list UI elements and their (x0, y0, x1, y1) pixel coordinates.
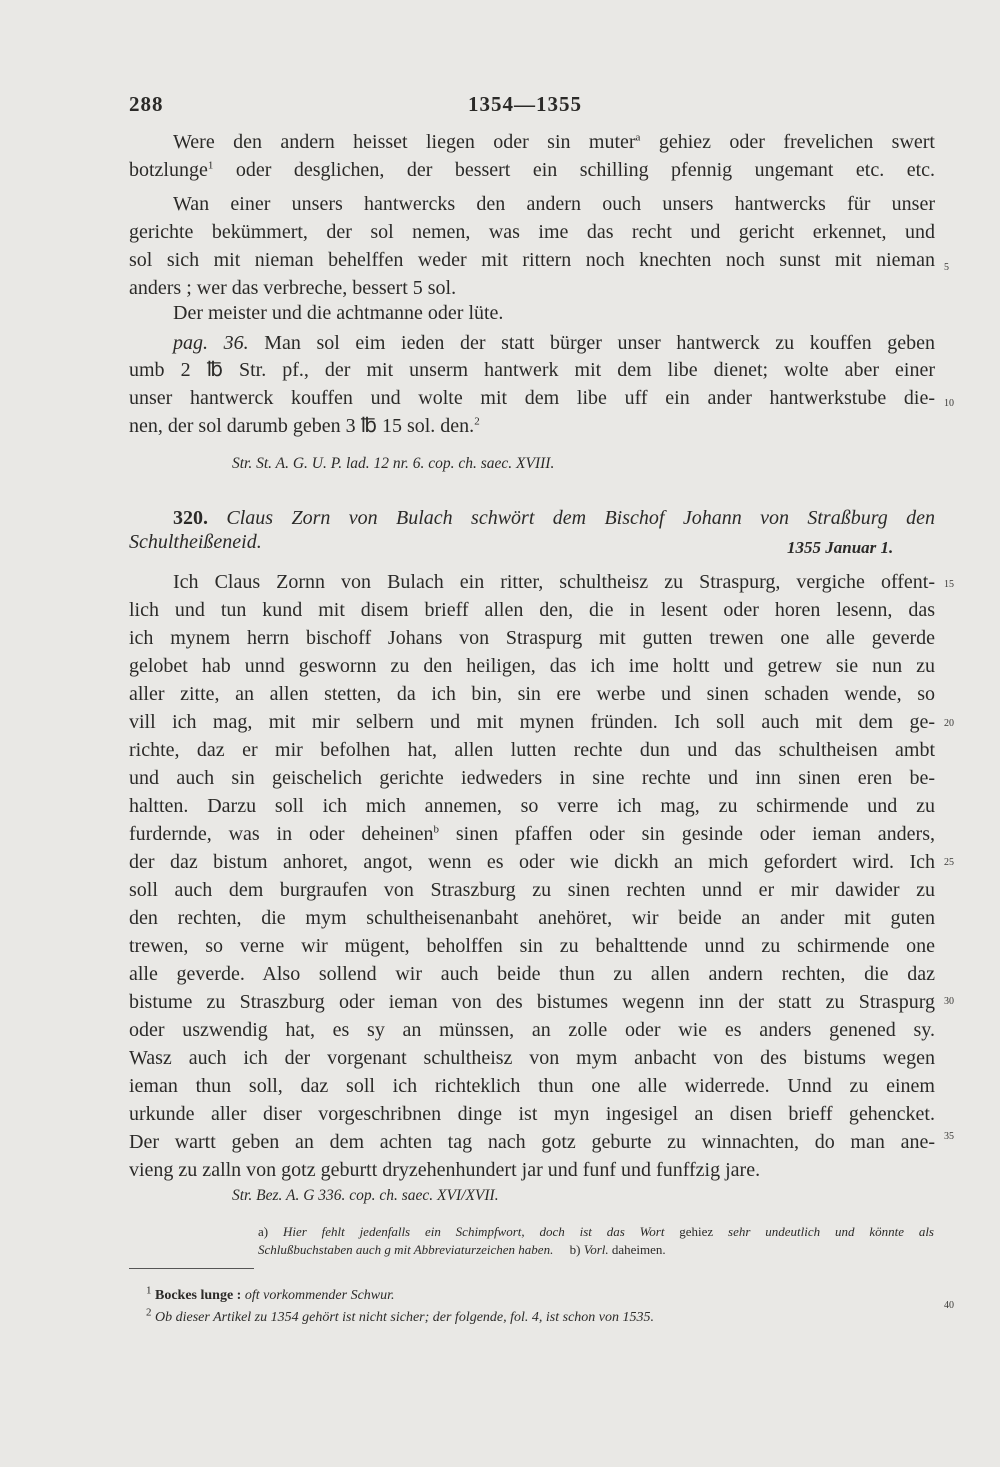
margin-line-number: 20 (944, 718, 954, 729)
text-line: aller zitte, an allen stetten, da ich bin, sin ere werbe und sinen schaden wende, so (129, 683, 935, 705)
text-line: der daz bistum anhoret, angot, wenn es oder wie dickh an mich gefordert wird. Ich (129, 851, 935, 873)
text-line: sol sich mit nieman behelffen weder mit rittern noch knechten noch sunst mit nieman (129, 249, 935, 271)
text-line: gerichte bekümmert, der sol nemen, was ime das recht und gericht erkennet, und (129, 221, 935, 243)
text-line: Were den andern heisset liegen oder sin muter$^a$ gehiez oder frevelichen swert (173, 131, 935, 153)
text-line: umb 2 ℔ Str. pf., der mit unserm hantwerk mit dem libe dienet; wolte aber einer (129, 359, 935, 381)
text-line: lich und tun kund mit disem brieff allen den, die in lesent oder horen lesenn, das (129, 599, 935, 621)
text-line: gelobet hab unnd geswornn zu den heiligen, das ich ime holtt und getrew sie nun zu (129, 655, 935, 677)
text-line: vill ich mag, mit mir selbern und mit mynen fründen. Ich soll auch mit dem ge- (129, 711, 935, 733)
text-line: oder uszwendig hat, es sy an münssen, an zolle oder wie es anders genened sy. (129, 1019, 935, 1041)
margin-line-number: 35 (944, 1131, 954, 1142)
entry-number: 320. (173, 507, 208, 529)
entry-title: Claus Zorn von Bulach schwört dem Bischof Johann von Straßburg den (226, 507, 936, 529)
text-line: alle geverde. Also sollend wir auch beide thun zu allen andern rechten, die daz (129, 963, 935, 985)
text-line: furdernde, was in oder deheinen$^b$ sinen pfaffen oder sin gesinde oder ieman anders, (129, 823, 936, 845)
source-citation: Str. St. A. G. U. P. lad. 12 nr. 6. cop. ch. saec. XVIII. (232, 455, 555, 472)
text-line: ieman thun soll, daz soll ich richteklich thun one alle widerrede. Unnd zu einem (129, 1075, 935, 1097)
text-line: unser hantwerck kouffen und wolte mit dem libe uff ein ander hantwerkstube die- (129, 387, 935, 409)
margin-line-number: 10 (944, 398, 954, 409)
margin-line-number: 15 (944, 579, 954, 590)
text-line: soll auch dem burgraufen von Straszburg zu sinen rechten unnd er mir dawider zu (129, 879, 935, 901)
text-line: Wan einer unsers hantwercks den andern ouch unsers hantwercks für unser (173, 193, 935, 215)
text-line: anders ; wer das verbreche, bessert 5 sol. (129, 277, 457, 299)
text-line: pag. 36. Man sol eim ieden der statt bürger unser hantwerck zu kouffen geben (173, 332, 935, 354)
footnote-divider (129, 1268, 254, 1269)
text-line: den rechten, die mym schultheisenanbaht anehöret, wir beide an ander mit guten (129, 907, 935, 929)
footnote-2: $^2$ Ob dieser Artikel zu 1354 gehört ist nicht sicher; der folgende, fol. 4, ist schon von 1535. (146, 1306, 655, 1325)
margin-line-number: 5 (944, 262, 949, 273)
text-line: urkunde aller diser vorgeschribnen dinge ist myn ingesigel an disen brieff gehencket. (129, 1103, 935, 1125)
footnote-1: $^1$ Bockes lunge : oft vorkommender Schwur. (146, 1284, 395, 1303)
margin-line-number: 40 (944, 1300, 954, 1311)
text-line: Der wartt geben an dem achten tag nach gotz geburte zu winnachten, do man ane- (129, 1131, 935, 1153)
text-line: richte, daz er mir befolhen hat, allen lutten rechte dun und das schultheisen ambt (129, 739, 935, 761)
text-line: vieng zu zalln von gotz geburtt dryzehenhundert jar und funf und funffzig jare. (129, 1159, 761, 1181)
text-line: Der meister und die achtmanne oder lüte. (173, 302, 504, 324)
source-citation: Str. Bez. A. G 336. cop. ch. saec. XVI/XVII. (232, 1187, 499, 1204)
textual-note-a: a) Hier fehlt jedenfalls ein Schimpfwort, doch ist das Wort gehiez sehr undeutlich und könnte als (258, 1224, 934, 1239)
text-line: und auch sin geischelich gerichte iedweders in sine rechte und inn sinen eren be- (129, 767, 935, 789)
text-line: trewen, so verne wir mügent, beholffen sin zu behalttende unnd zu schirmende one (129, 935, 935, 957)
text-line: botzlunge$^1$ oder desglichen, der bessert ein schilling pfennig ungemant etc. etc. (129, 159, 936, 181)
text-line: bistume zu Straszburg oder ieman von des bistumes wegenn inn der statt zu Straspurg (129, 991, 935, 1013)
entry-date: 1355 Januar 1. (787, 538, 894, 557)
page-number: 288 (129, 92, 164, 116)
text-line: ich mynem herrn bischoff Johans von Straspurg mit gutten trewen one alle geverde (129, 627, 935, 649)
margin-line-number: 30 (944, 996, 954, 1007)
text-line: Ich Claus Zornn von Bulach ein ritter, schultheisz zu Straspurg, vergiche offent- (173, 571, 935, 593)
text-line: haltten. Darzu soll ich mich annemen, so verre ich mag, zu schirmende und zu (129, 795, 935, 817)
running-title: 1354—1355 (468, 92, 582, 116)
textual-note-a-cont: Schlußbuchstaben auch g mit Abbreviaturzeichen haben. b) Vorl. daheimen. (258, 1242, 666, 1257)
text-line: nen, der sol darumb geben 3 ℔ 15 sol. den.$^2$ (129, 415, 480, 437)
margin-line-number: 25 (944, 857, 954, 868)
entry-title-cont: Schultheißeneid. (129, 531, 262, 553)
text-line: Wasz auch ich der vorgenant schultheisz von mym anbacht von des bistums wegen (129, 1047, 935, 1069)
